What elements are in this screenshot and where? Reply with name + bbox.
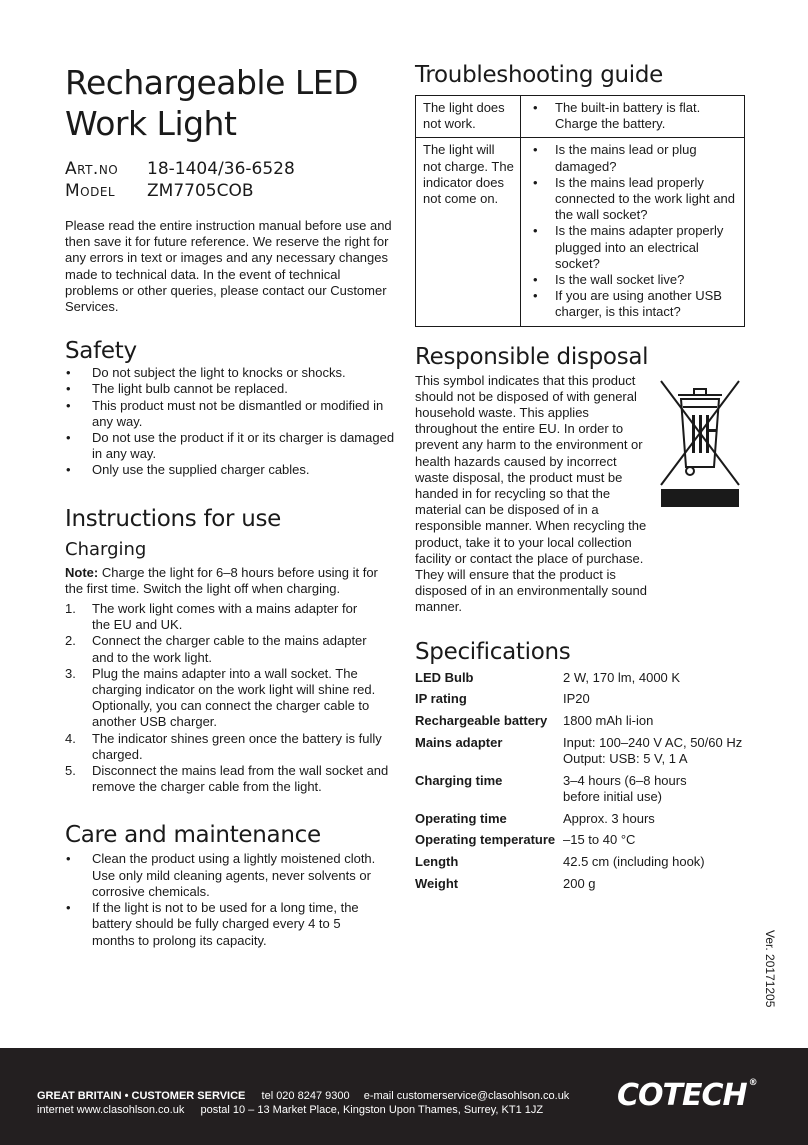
spec-key: Charging time: [415, 772, 503, 788]
spec-value: 3–4 hours (6–8 hours before initial use): [563, 772, 687, 804]
table-row: [415, 735, 745, 767]
table-row: [416, 138, 745, 326]
table-row: [415, 832, 745, 848]
safety-heading: Safety: [65, 338, 137, 365]
logo-text: COTECH: [617, 1078, 747, 1113]
list-item: • The built-in battery is flat. Charge the battery.: [528, 100, 738, 132]
footer-line-1: [37, 1089, 569, 1103]
table-row: [415, 811, 745, 827]
step-text: Disconnect the mains lead from the wall socket and remove the charger cable from the light.: [92, 763, 389, 795]
document-title: [65, 62, 395, 144]
list-item: [65, 633, 395, 665]
safety-list: [65, 365, 395, 478]
specifications-heading: Specifications: [415, 638, 571, 665]
spec-key: Length: [415, 854, 459, 870]
care-heading: Care and maintenance: [65, 822, 321, 849]
spec-value: IP20: [563, 691, 590, 707]
spec-value: Approx. 3 hours: [563, 810, 655, 826]
spec-key: IP rating: [415, 691, 467, 707]
spec-key: Rechargeable battery: [415, 713, 548, 729]
list-item: • If you are using another USB charger, is this intact?: [528, 288, 738, 320]
cause-cell: [521, 96, 745, 138]
list-item: • If the light is not to be used for a long time, the battery should be fully charged every 4 to 5 months to prolong its capacity.: [65, 900, 367, 949]
step-text: The work light comes with a mains adapter for the EU and UK.: [92, 601, 358, 633]
model-value: ZM7705COB: [147, 181, 254, 201]
model-number: [65, 180, 395, 202]
spec-value: 200 g: [563, 875, 596, 891]
footer-postal: postal 10 – 13 Market Place, Kingston Upon Thames, Surrey, KT1 1JZ: [200, 1104, 544, 1116]
right-column: [415, 58, 745, 897]
list-item: • Do not subject the light to knocks or shocks.: [65, 365, 395, 381]
spec-key: Operating time: [415, 810, 507, 826]
list-item: • Is the mains lead properly connected to the work light and the wall socket?: [528, 175, 738, 224]
cotech-logo: [617, 1078, 757, 1113]
cause-cell: [521, 138, 745, 326]
troubleshooting-heading: Troubleshooting guide: [415, 62, 664, 88]
table-row: [415, 773, 745, 805]
intro-paragraph: Please read the entire instruction manual before use and then save it for future reference. We reserve the right for any errors in text or images and any necessary changes made to technical data. In the event of technical problems or other queries, please contact our Customer Services.: [65, 218, 392, 315]
footer-contact: [37, 1089, 569, 1117]
table-row: [415, 691, 745, 707]
list-item: • Is the mains adapter properly plugged into an electrical socket?: [528, 223, 738, 272]
list-item: • The light bulb cannot be replaced.: [65, 381, 395, 397]
list-item: • This product must not be dismantled or modified in any way.: [65, 398, 395, 430]
art-number-label: Art.no: [65, 159, 119, 179]
spec-value: 1800 mAh li-ion: [563, 713, 654, 729]
list-item: • Is the wall socket live?: [528, 272, 738, 288]
spec-key: Operating temperature: [415, 832, 556, 848]
charging-subheading: Charging: [65, 538, 147, 560]
step-text: Plug the mains adapter into a wall socket. The charging indicator on the work light will shine red. Optionally, you can connect the charger cable to another USB charger.: [92, 665, 376, 730]
step-number: 5.: [65, 763, 76, 779]
spec-value: Input: 100–240 V AC, 50/60 Hz Output: USB: 5 V, 1 A: [563, 734, 743, 766]
footer-email[interactable]: e-mail customerservice@clasohlson.co.uk: [363, 1090, 570, 1102]
footer-country: GREAT BRITAIN • CUSTOMER SERVICE: [37, 1090, 246, 1102]
footer-internet[interactable]: internet www.clasohlson.co.uk: [37, 1104, 185, 1116]
version-label: Ver. 20171205: [763, 930, 777, 1008]
footer: [0, 1048, 808, 1145]
step-number: 4.: [65, 730, 76, 746]
step-number: 1.: [65, 601, 76, 617]
note-text: Charge the light for 6–8 hours before using it for the first time. Switch the light off when charging.: [65, 564, 378, 596]
list-item: • Is the mains lead or plug damaged?: [528, 142, 738, 174]
table-row: [415, 713, 745, 729]
weee-symbol: [657, 377, 743, 616]
left-column: [65, 58, 395, 949]
list-item: [65, 666, 395, 731]
footer-line-2: [37, 1103, 569, 1117]
spec-value: 42.5 cm (including hook): [563, 854, 705, 870]
title-line-2: Work Light: [65, 104, 237, 143]
model-label: Model: [65, 181, 116, 201]
art-number-value: 18-1404/36-6528: [147, 159, 295, 179]
problem-cell: The light will not charge. The indicator does not come on.: [416, 138, 521, 326]
list-item: [65, 763, 395, 795]
charging-steps: [65, 601, 395, 795]
disposal-text: This symbol indicates that this product should not be disposed of with general household waste. This applies throughout the entire EU. In order to prevent any harm to the environment or health hazards caused by incorrect waste disposal, the product must be handed in for recycling so that the material can be disposed of in a responsible manner. When recycling the product, take it to your local collection facility or contact the place of purchase. They will ensure that the product is disposed of in an environmentally sound manner.: [415, 372, 647, 615]
spec-key: LED Bulb: [415, 669, 474, 685]
list-item: • Only use the supplied charger cables.: [65, 462, 395, 478]
disposal-heading: Responsible disposal: [415, 343, 649, 370]
step-text: Connect the charger cable to the mains adapter and to the work light.: [92, 633, 367, 665]
care-list: [65, 851, 395, 948]
spec-value: –15 to 40 °C: [563, 832, 636, 848]
list-item: • Do not use the product if it or its charger is damaged in any way.: [65, 430, 395, 462]
step-text: The indicator shines green once the battery is fully charged.: [92, 730, 382, 762]
spec-key: Weight: [415, 875, 459, 891]
spec-value: 2 W, 170 lm, 4000 K: [563, 669, 681, 685]
footer-tel: tel 020 8247 9300: [261, 1090, 350, 1102]
note-label: Note:: [65, 564, 99, 580]
list-item: [65, 601, 395, 633]
table-row: [415, 854, 745, 870]
spec-key: Mains adapter: [415, 734, 503, 750]
registered-mark: ®: [748, 1078, 757, 1088]
problem-cell: The light does not work.: [416, 96, 521, 138]
step-number: 2.: [65, 633, 76, 649]
art-number: [65, 158, 395, 180]
table-row: [416, 96, 745, 138]
table-row: [415, 876, 745, 892]
list-item: [65, 731, 395, 763]
table-row: [415, 670, 745, 686]
specifications-table: [415, 670, 745, 892]
title-line-1: Rechargeable LED: [65, 63, 359, 102]
list-item: • Clean the product using a lightly moistened cloth. Use only mild cleaning agents, never solvents or corrosive chemicals.: [65, 851, 382, 900]
troubleshooting-table: [415, 95, 745, 327]
instructions-heading: Instructions for use: [65, 505, 282, 532]
disposal-block: [415, 373, 745, 616]
crossed-out-bin-icon: [657, 377, 743, 507]
step-number: 3.: [65, 665, 76, 681]
charging-note: [65, 565, 395, 597]
